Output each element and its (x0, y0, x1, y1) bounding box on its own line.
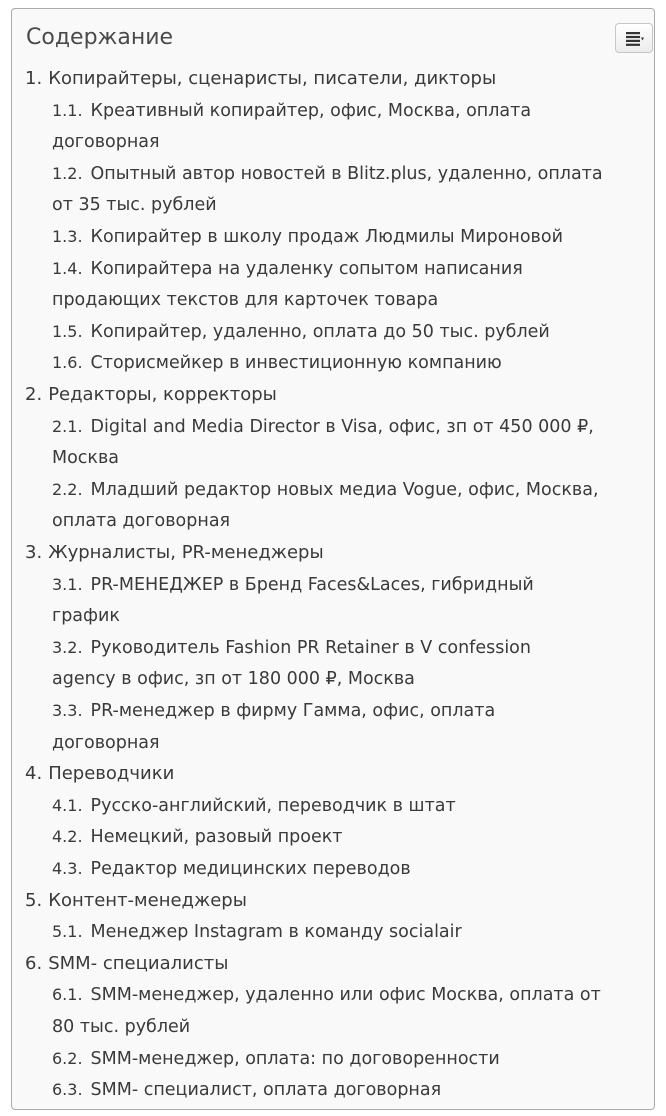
toc-subsection-item[interactable] (52, 825, 342, 849)
toc-item-label: график (52, 606, 120, 627)
toc-item-label: Контент-менеджеры (48, 889, 247, 911)
toc-item-number: 6.2. (52, 1048, 83, 1068)
toc-item-continuation[interactable] (52, 130, 160, 154)
toc-item-number: 1.6. (52, 353, 83, 373)
toc-item-label: Редактор медицинских переводов (90, 859, 411, 879)
toc-item-continuation[interactable] (52, 731, 160, 755)
toc-item-number: 1.1. (52, 100, 83, 120)
toc-subsection-item[interactable] (52, 351, 502, 375)
toc-item-label: договорная (52, 732, 160, 753)
toc-item-number: 3.2. (52, 637, 83, 657)
toc-item-label: Переводчики (48, 763, 175, 785)
toc-item-label: Редакторы, корректоры (48, 384, 277, 405)
toc-subsection-item[interactable] (52, 257, 523, 281)
toc-subsection-item[interactable] (52, 920, 462, 944)
table-of-contents (11, 8, 655, 1110)
toc-subsection-item[interactable] (52, 478, 599, 502)
toc-item-label: Москва (52, 448, 120, 469)
toc-item-continuation[interactable] (52, 667, 415, 691)
toc-item-continuation[interactable] (52, 604, 120, 628)
toc-subsection-item[interactable] (52, 983, 601, 1007)
toc-item-number: 2. (25, 384, 43, 405)
toc-item-number: 1. (25, 68, 43, 89)
toc-item-label: от 35 тыс. рублей (52, 195, 217, 216)
toc-item-label: Опытный автор новостей в Blitz.plus, удаленно, оплата (90, 163, 603, 184)
toc-item-label: Менеджер Instagram в команду socialair (90, 922, 462, 943)
toc-item-number: 2.2. (52, 479, 83, 499)
toc-section-item[interactable] (25, 762, 174, 786)
list-toggle-icon (626, 32, 644, 46)
toc-item-continuation[interactable] (52, 446, 119, 470)
toc-item-label: agency в офис, зп от 180 000 ₽, Москва (52, 669, 415, 690)
toc-item-label: PR-менеджер в фирму Гамма, офис, оплата (90, 701, 496, 721)
toc-item-number: 1.4. (52, 258, 83, 278)
toc-item-label: Креативный копирайтер, офис, Москва, оплата (90, 100, 532, 121)
toc-item-number: 3.1. (52, 574, 83, 594)
toc-item-label: SMM-менеджер, оплата: по договоренности (90, 1048, 500, 1069)
toc-subsection-item[interactable] (52, 699, 495, 723)
toc-subsection-item[interactable] (52, 415, 594, 439)
toc-item-number: 1.5. (52, 321, 83, 341)
toc-section-item[interactable] (25, 383, 277, 407)
toc-section-item[interactable] (25, 952, 228, 976)
toc-item-continuation[interactable] (52, 288, 438, 312)
toc-item-number: 4.3. (52, 859, 83, 878)
toc-item-label: SMM- специалист, оплата договорная (90, 1080, 442, 1101)
toc-item-label: SMM-менеджер, удаленно или офис Москва, оплата от (90, 985, 601, 1006)
toc-item-number: 4.1. (52, 795, 83, 815)
toc-item-number: 3.3. (52, 701, 83, 720)
toc-item-number: 6.1. (52, 985, 83, 1005)
toc-subsection-item[interactable] (52, 794, 456, 818)
toc-item-label: Копирайтер в школу продаж Людмилы Мироновой (90, 227, 563, 247)
toc-section-item[interactable] (25, 889, 247, 913)
toc-item-number: 6.3. (52, 1080, 83, 1100)
toc-section-item[interactable] (25, 541, 324, 565)
toc-item-continuation[interactable] (52, 193, 217, 217)
toc-item-continuation[interactable] (52, 1015, 190, 1039)
toc-item-label: Копирайтеры, сценаристы, писатели, дикторы (48, 68, 497, 89)
toc-subsection-item[interactable] (52, 573, 534, 597)
toc-item-label: Сторисмейкер в инвестиционную компанию (90, 353, 502, 374)
toc-item-number: 1.3. (52, 227, 83, 246)
toc-item-label: Digital and Media Director в Visa, офис, зп от 450 000 ₽, (90, 416, 594, 437)
toc-subsection-item[interactable] (52, 1078, 441, 1102)
toc-item-label: Копирайтер, удаленно, оплата до 50 тыс. рублей (90, 321, 550, 342)
toc-subsection-item[interactable] (52, 636, 531, 660)
toc-item-label: Руководитель Fashion PR Retainer в V confession (90, 637, 531, 658)
toc-item-label: оплата договорная (52, 511, 231, 532)
toc-item-continuation[interactable] (52, 509, 230, 533)
toc-item-number: 1.2. (52, 163, 83, 183)
toc-item-label: PR-МЕНЕДЖЕР в Бренд Faces&Laces, гибридный (90, 574, 534, 595)
toc-item-number: 2.1. (52, 416, 83, 436)
toc-item-label: 80 тыс. рублей (52, 1017, 191, 1037)
toc-item-number: 3. (25, 542, 43, 563)
toc-item-number: 5. (25, 889, 43, 911)
toc-subsection-item[interactable] (52, 1047, 500, 1071)
toc-subsection-item[interactable] (52, 225, 563, 249)
toc-item-label: Русско-английский, переводчик в штат (90, 795, 456, 816)
toc-item-number: 4.2. (52, 827, 83, 847)
toc-subsection-item[interactable] (52, 857, 411, 881)
toc-subsection-item[interactable] (52, 99, 531, 123)
toc-title: Содержание (26, 25, 174, 50)
toc-item-label: Копирайтера на удаленку сопытом написания (90, 258, 523, 279)
toc-item-label: Немецкий, разовый проект (90, 827, 343, 848)
toc-section-item[interactable] (25, 67, 496, 91)
toc-item-number: 5.1. (52, 922, 83, 942)
toc-item-label: продающих текстов для карточек товара (52, 290, 439, 311)
toc-item-label: Младший редактор новых медиа Vogue, офис, Москва, (90, 479, 599, 500)
toc-item-label: договорная (52, 132, 160, 153)
toc-toggle-button[interactable] (615, 23, 653, 53)
toc-item-label: Журналисты, PR-менеджеры (48, 542, 324, 563)
toc-subsection-item[interactable] (52, 320, 550, 344)
toc-subsection-item[interactable] (52, 162, 603, 186)
toc-item-number: 4. (25, 763, 43, 785)
toc-item-label: SMM- специалисты (48, 952, 229, 974)
toc-item-number: 6. (25, 952, 43, 974)
